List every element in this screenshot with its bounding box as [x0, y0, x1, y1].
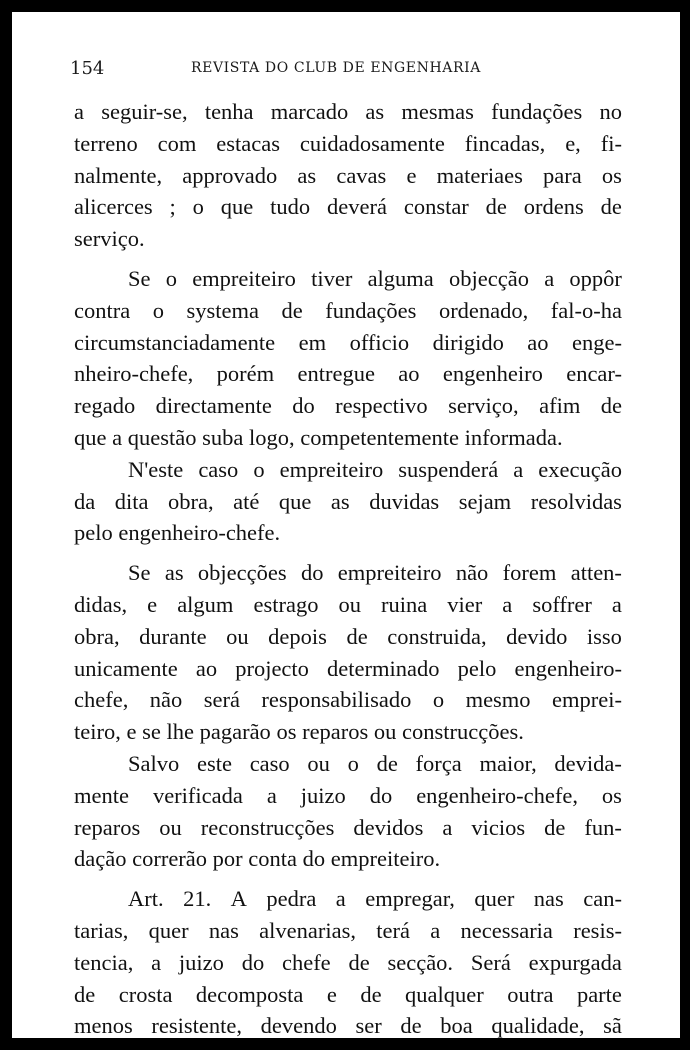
- word: e: [126, 719, 143, 745]
- word: com: [157, 130, 197, 156]
- word: de: [360, 981, 382, 1007]
- word: os: [601, 162, 622, 188]
- text-line: [74, 947, 622, 979]
- word: expurgada: [528, 949, 622, 975]
- word: nas: [208, 917, 239, 943]
- word: que: [220, 194, 254, 220]
- word: secção.: [387, 949, 454, 975]
- word: fundações: [491, 99, 583, 124]
- word: officio: [349, 329, 410, 355]
- word: pelo: [74, 520, 119, 546]
- word: ou: [373, 719, 403, 745]
- word: atten-: [570, 560, 622, 586]
- word: deverá: [327, 194, 387, 220]
- word: os: [601, 782, 622, 808]
- word: fi-: [600, 130, 622, 156]
- word: soffrer: [532, 591, 592, 617]
- word: tiver: [311, 265, 353, 291]
- word: do: [300, 560, 324, 586]
- word: suba: [202, 424, 249, 450]
- word: outra: [507, 981, 554, 1007]
- word: systema: [186, 297, 259, 323]
- word: alguma: [367, 265, 434, 291]
- word: juizo: [300, 782, 346, 808]
- word: nas: [533, 886, 564, 912]
- word: tarias,: [74, 917, 129, 943]
- word: de: [346, 623, 368, 649]
- text-line: [74, 486, 622, 518]
- text-line: [74, 223, 622, 255]
- word: as: [330, 488, 350, 514]
- word: vicios: [471, 814, 526, 840]
- word: a: [266, 782, 277, 808]
- text-line: [74, 96, 622, 128]
- word: isso: [586, 623, 622, 649]
- word: e,: [565, 130, 581, 156]
- word: serviço,: [448, 393, 519, 419]
- word: para: [543, 162, 582, 188]
- word: lhe: [166, 719, 200, 745]
- word: contra: [74, 297, 131, 323]
- word: crosta: [118, 981, 173, 1007]
- text-line: [74, 263, 622, 295]
- word: suspenderá: [398, 456, 499, 482]
- word: de: [544, 814, 566, 840]
- word: dirigido: [432, 329, 504, 355]
- word: que: [278, 488, 312, 514]
- word: correrão: [132, 846, 213, 872]
- word: execução: [538, 456, 622, 482]
- text-line: [74, 589, 622, 621]
- text-line: [74, 748, 622, 780]
- word: didas,: [74, 591, 128, 617]
- word: caso: [249, 750, 290, 776]
- text-line: [74, 621, 622, 653]
- word: os: [276, 719, 303, 745]
- word: o: [165, 265, 177, 291]
- word: da: [74, 488, 96, 514]
- word: de: [600, 393, 622, 419]
- word: se: [142, 719, 167, 745]
- word: fundações: [325, 297, 417, 323]
- page-number: 154: [70, 58, 105, 79]
- word: resistente,: [151, 1013, 242, 1039]
- word: reconstrucções: [200, 814, 335, 840]
- word: engenheiro-: [514, 655, 622, 681]
- word: o: [192, 194, 204, 220]
- word: logo,: [248, 424, 301, 450]
- word: nalmente,: [74, 162, 163, 188]
- word: resolvidas: [530, 488, 622, 514]
- word: afim: [539, 393, 581, 419]
- word: do: [241, 949, 265, 975]
- word: fal-o-ha: [550, 297, 622, 323]
- text-line: [74, 653, 622, 685]
- word: empreiteiro: [279, 456, 384, 482]
- word: approvado: [182, 162, 278, 188]
- word: 21.: [183, 886, 212, 912]
- text-line: [74, 780, 622, 812]
- text-line: [74, 557, 622, 589]
- word: de: [74, 981, 96, 1007]
- word: can-: [583, 886, 622, 912]
- word: no: [599, 99, 622, 124]
- word: as: [164, 560, 184, 586]
- word: e: [406, 162, 417, 188]
- word: regado: [74, 393, 136, 419]
- text-line: [74, 883, 622, 915]
- text-line: [74, 295, 622, 327]
- word: informada.: [464, 424, 563, 450]
- word: maior,: [479, 750, 537, 776]
- word: até: [233, 488, 260, 514]
- word: de: [376, 750, 398, 776]
- word: chefe,: [74, 687, 129, 713]
- word: em: [298, 329, 327, 355]
- text-line: [74, 843, 622, 875]
- word: Art.: [128, 886, 164, 912]
- word: sejam: [458, 488, 512, 514]
- word: as: [365, 99, 385, 124]
- word: ao: [398, 361, 420, 387]
- word: a: [502, 591, 513, 617]
- word: oppôr: [569, 265, 622, 291]
- word: objecções: [197, 560, 287, 586]
- word: objecção: [449, 265, 529, 291]
- word: determinado: [327, 655, 440, 681]
- text-line: [74, 716, 622, 748]
- word: será: [203, 687, 240, 713]
- word: encar-: [566, 361, 622, 387]
- word: cavas: [336, 162, 387, 188]
- word: forem: [502, 560, 557, 586]
- word: vier: [447, 591, 483, 617]
- book-page: [12, 12, 680, 1038]
- word: responsabilisado: [261, 687, 412, 713]
- word: porém: [216, 361, 275, 387]
- word: pagarão: [199, 719, 277, 745]
- word: ao: [195, 655, 218, 681]
- word: ou: [307, 750, 330, 776]
- word: e: [147, 591, 158, 617]
- word: seguir-se,: [101, 99, 188, 124]
- word: o: [253, 456, 265, 482]
- word: empregar,: [365, 886, 455, 912]
- journal-title: REVISTA DO CLUB DE ENGENHARIA: [191, 60, 481, 76]
- word: algum: [177, 591, 234, 617]
- text-line: [74, 390, 622, 422]
- word: boa: [440, 1013, 473, 1039]
- word: este: [196, 750, 232, 776]
- word: projecto: [235, 655, 309, 681]
- word: mente: [74, 782, 129, 808]
- text-line: [74, 327, 622, 359]
- text-line: [74, 128, 622, 160]
- word: tenha: [204, 99, 254, 124]
- running-head: [70, 58, 602, 82]
- word: o: [432, 687, 445, 713]
- word: de: [485, 194, 507, 220]
- word: juizo: [178, 949, 224, 975]
- word: construcções.: [402, 719, 524, 745]
- word: empreiteiro: [337, 560, 442, 586]
- word: decomposta: [195, 981, 304, 1007]
- word: tudo: [270, 194, 311, 220]
- word: terreno: [74, 130, 138, 156]
- word: Se: [128, 265, 151, 291]
- word: resis-: [573, 917, 622, 943]
- word: do: [302, 846, 331, 872]
- word: não: [455, 560, 489, 586]
- word: Salvo: [128, 750, 180, 776]
- word: cuidadosamente: [299, 130, 445, 156]
- word: teiro,: [74, 719, 127, 745]
- text-line: [74, 422, 622, 454]
- word: terá: [376, 917, 410, 943]
- word: nheiro-chefe,: [74, 361, 194, 387]
- text-line: [74, 191, 622, 223]
- word: unicamente: [74, 655, 178, 681]
- word: a: [430, 917, 441, 943]
- word: a: [335, 886, 346, 912]
- word: depois: [268, 623, 327, 649]
- word: obra,: [74, 623, 120, 649]
- word: ;: [169, 194, 176, 220]
- word: qualidade,: [491, 1013, 585, 1039]
- word: devidos: [353, 814, 424, 840]
- word: chefe: [281, 949, 331, 975]
- word: caso: [198, 456, 239, 482]
- text-line: [74, 160, 622, 192]
- word: devida-: [554, 750, 622, 776]
- word: ou: [226, 623, 249, 649]
- text-line: [74, 684, 622, 716]
- word: ordens: [523, 194, 584, 220]
- word: respectivo: [335, 393, 428, 419]
- word: alvenarias,: [259, 917, 356, 943]
- word: a: [151, 949, 162, 975]
- word: Se: [128, 560, 151, 586]
- word: duvidas: [369, 488, 440, 514]
- body-text: [74, 96, 622, 1042]
- word: de: [281, 297, 303, 323]
- word: não: [149, 687, 183, 713]
- word: ou: [338, 591, 361, 617]
- word: mesmas: [401, 99, 474, 124]
- text-line: [74, 1010, 622, 1042]
- word: pedra: [266, 886, 317, 912]
- word: empreiteiro.: [330, 846, 441, 872]
- word: de: [400, 1013, 422, 1039]
- word: a: [611, 591, 622, 617]
- text-line: [74, 915, 622, 947]
- word: fun-: [584, 814, 622, 840]
- word: serviço.: [74, 226, 145, 252]
- word: as: [297, 162, 317, 188]
- word: A: [230, 886, 247, 912]
- word: necessaria: [460, 917, 553, 943]
- word: durante: [139, 623, 207, 649]
- word: constar: [403, 194, 469, 220]
- word: que: [74, 424, 113, 450]
- word: Será: [470, 949, 511, 975]
- word: verificada: [152, 782, 243, 808]
- word: engenheiro-chefe,: [416, 782, 578, 808]
- text-line: [74, 454, 622, 486]
- word: ordenado,: [438, 297, 529, 323]
- word: ser: [355, 1013, 382, 1039]
- word: N'este: [128, 456, 184, 482]
- word: devendo: [260, 1013, 337, 1039]
- word: o: [152, 297, 164, 323]
- word: construida,: [387, 623, 487, 649]
- word: tencia,: [74, 949, 134, 975]
- word: a: [544, 265, 555, 291]
- word: ruina: [381, 591, 428, 617]
- word: a: [513, 456, 524, 482]
- word: reparos: [302, 719, 374, 745]
- word: ao: [527, 329, 549, 355]
- word: competentemente: [300, 424, 465, 450]
- word: a: [442, 814, 453, 840]
- word: materiaes: [436, 162, 523, 188]
- word: alicerces: [74, 194, 153, 220]
- word: circumstanciadamente: [74, 329, 276, 355]
- text-line: [74, 979, 622, 1011]
- word: directamente: [155, 393, 272, 419]
- word: e: [326, 981, 337, 1007]
- word: dação: [74, 846, 133, 872]
- word: menos: [74, 1013, 133, 1039]
- word: conta: [248, 846, 303, 872]
- word: quer: [474, 886, 515, 912]
- word: qualquer: [405, 981, 484, 1007]
- word: empreiteiro: [192, 265, 296, 291]
- word: de: [600, 194, 622, 220]
- word: o: [347, 750, 359, 776]
- word: fincadas,: [464, 130, 546, 156]
- word: enge-: [572, 329, 622, 355]
- word: ou: [159, 814, 182, 840]
- word: força: [415, 750, 462, 776]
- text-line: [74, 812, 622, 844]
- text-line: [74, 517, 622, 549]
- word: mesmo: [465, 687, 531, 713]
- word: sã: [603, 1013, 622, 1039]
- word: engenheiro: [442, 361, 543, 387]
- word: marcado: [270, 99, 349, 124]
- word: obra,: [168, 488, 214, 514]
- word: entregue: [297, 361, 375, 387]
- word: emprei-: [552, 687, 622, 713]
- word: do: [292, 393, 315, 419]
- word: do: [369, 782, 393, 808]
- word: questão: [127, 424, 203, 450]
- word: parte: [576, 981, 622, 1007]
- word: reparos: [74, 814, 141, 840]
- text-line: [74, 358, 622, 390]
- word: a: [74, 99, 84, 124]
- word: pelo: [457, 655, 497, 681]
- word: de: [348, 949, 370, 975]
- word: devido: [506, 623, 568, 649]
- word: estrago: [253, 591, 319, 617]
- word: dita: [114, 488, 149, 514]
- word: por: [212, 846, 249, 872]
- word: estacas: [216, 130, 280, 156]
- word: engenheiro-chefe.: [118, 520, 281, 546]
- word: quer: [148, 917, 189, 943]
- word: a: [112, 424, 128, 450]
